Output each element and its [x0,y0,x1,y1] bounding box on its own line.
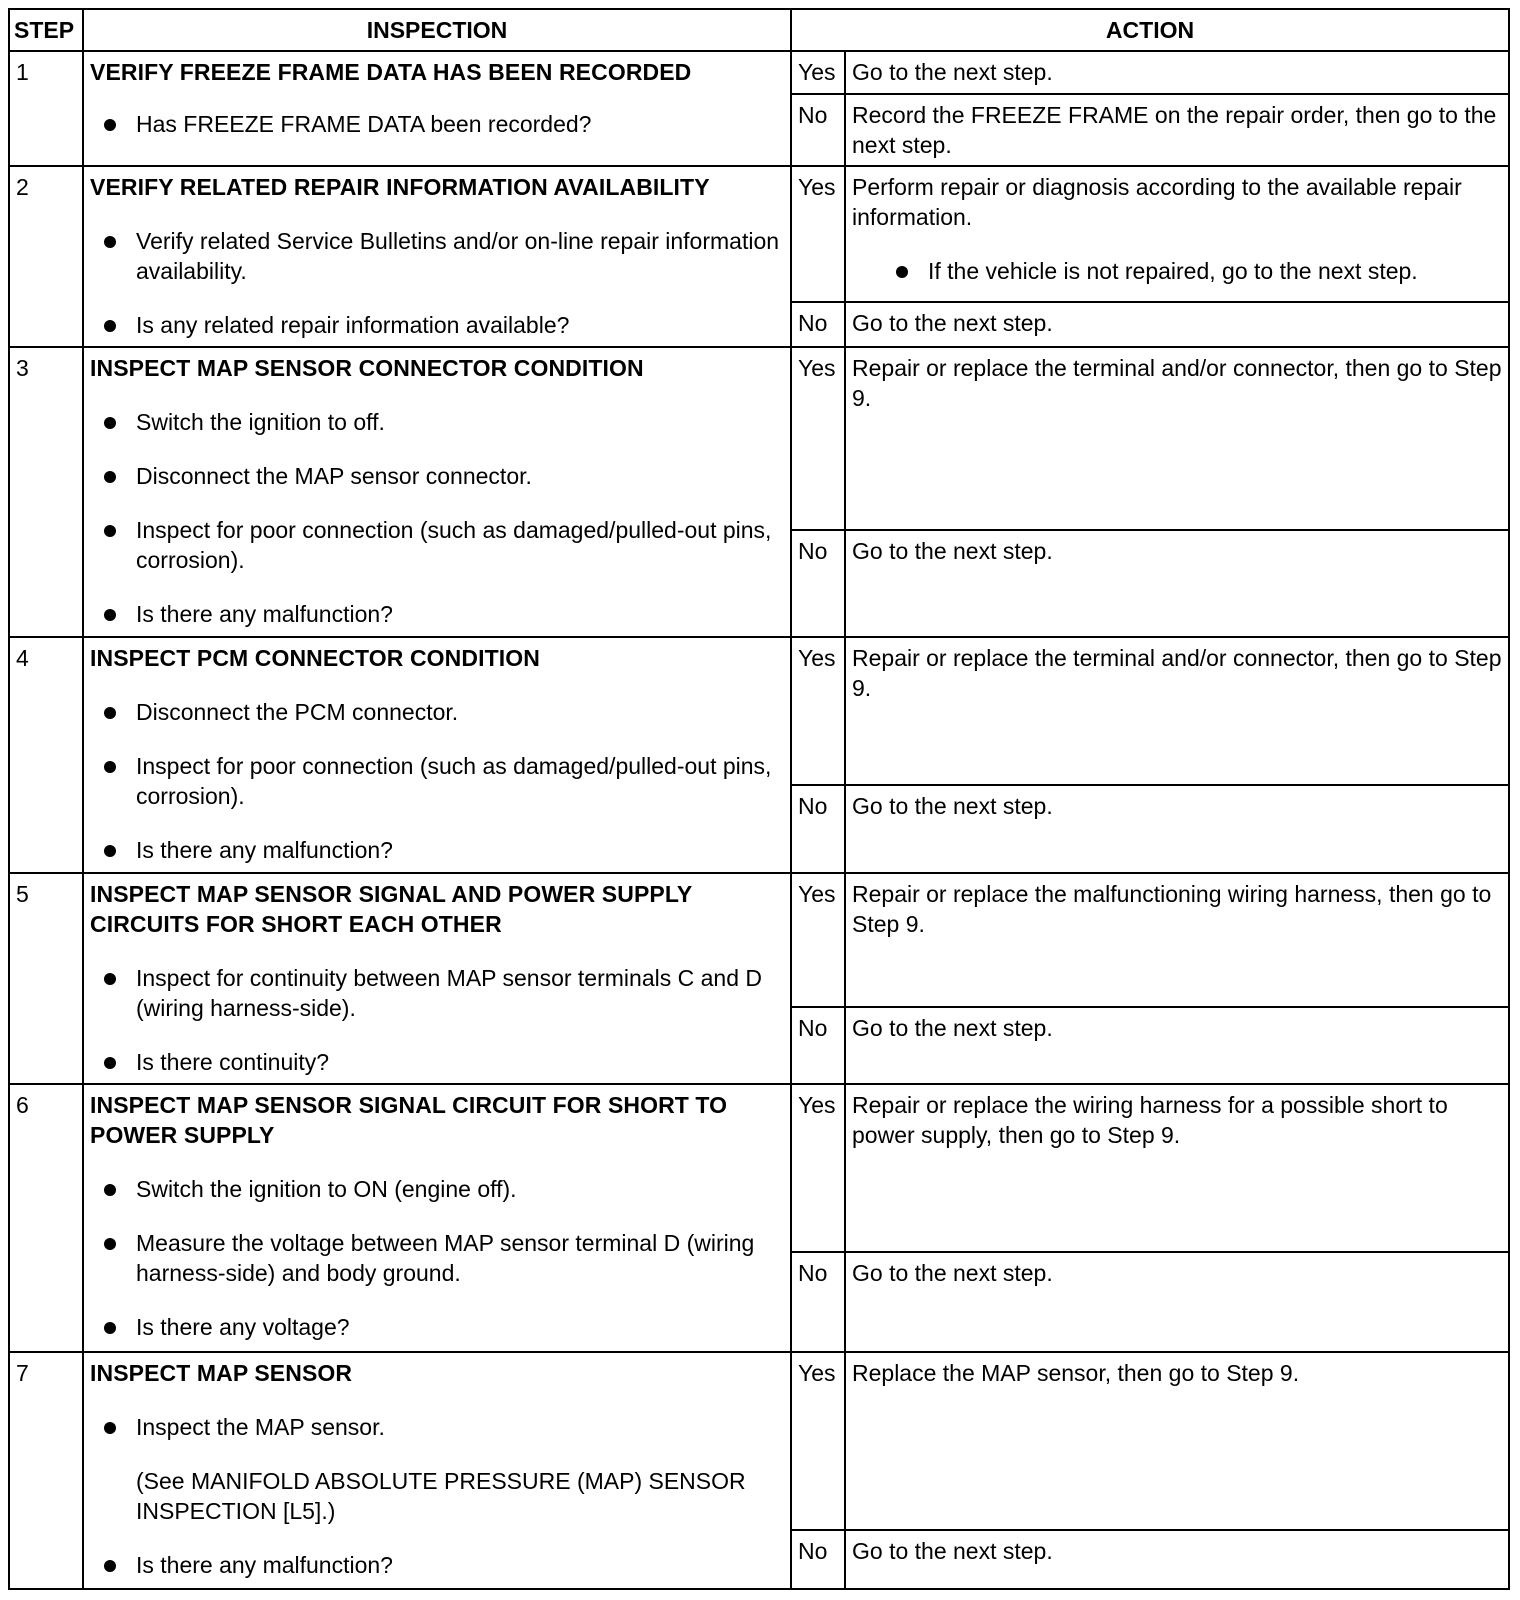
step-5-bullet-1: Inspect for continuity between MAP sensor terminals C and D (wiring harness-side). [136,963,784,1023]
step-2-no-label: No [791,302,845,347]
step-3-inspection [83,347,791,637]
header-row [9,9,1509,51]
step-6-bullet-1: Switch the ignition to ON (engine off). [136,1174,784,1204]
step-4-bullet-3: Is there any malfunction? [136,835,784,865]
step-3-bullet-1: Switch the ignition to off. [136,407,784,437]
step-7-reference-note: (See MANIFOLD ABSOLUTE PRESSURE (MAP) SENSOR INSPECTION [L5].) [136,1468,746,1525]
step-6-yes-action: Repair or replace the wiring harness for a possible short to power supply, then go to Step 9. [845,1084,1509,1252]
step-1-bullet-1: Has FREEZE FRAME DATA been recorded? [136,109,784,139]
step-4-no-label: No [791,785,845,872]
header-action: ACTION [791,9,1509,51]
step-5-yes-row [9,873,1509,1007]
step-6-number: 6 [9,1084,83,1352]
step-2-yes-cell [845,166,1509,303]
step-1-no-action: Record the FREEZE FRAME on the repair order, then go to the next step. [845,94,1509,166]
step-7-inspection [83,1352,791,1589]
step-1-number: 1 [9,51,83,165]
step-4-no-action: Go to the next step. [845,785,1509,872]
step-4-title: INSPECT PCM CONNECTOR CONDITION [90,645,540,672]
step-6-inspection [83,1084,791,1352]
step-5-inspection [83,873,791,1084]
step-6-bullet-3: Is there any voltage? [136,1312,784,1342]
step-1-yes-action: Go to the next step. [845,51,1509,93]
step-5-number: 5 [9,873,83,1084]
step-4-yes-label: Yes [791,637,845,785]
step-6-yes-label: Yes [791,1084,845,1252]
step-4-yes-action: Repair or replace the terminal and/or connector, then go to Step 9. [845,637,1509,785]
step-2-number: 2 [9,166,83,347]
step-5-yes-label: Yes [791,873,845,1007]
step-4-bullet-2: Inspect for poor connection (such as damaged/pulled-out pins, corrosion). [136,751,784,811]
step-4-number: 4 [9,637,83,873]
step-3-no-action: Go to the next step. [845,530,1509,637]
step-3-yes-label: Yes [791,347,845,530]
step-3-bullet-3: Inspect for poor connection (such as damaged/pulled-out pins, corrosion). [136,515,784,575]
step-2-no-action: Go to the next step. [845,302,1509,347]
step-1-yes-row [9,51,1509,93]
step-7-bullet-1: Inspect the MAP sensor. [136,1412,784,1442]
step-3-number: 3 [9,347,83,637]
step-7-yes-label: Yes [791,1352,845,1530]
step-6-no-action: Go to the next step. [845,1252,1509,1352]
step-6-bullet-2: Measure the voltage between MAP sensor terminal D (wiring harness-side) and body ground. [136,1228,784,1288]
step-7-title: INSPECT MAP SENSOR [90,1360,353,1387]
step-3-yes-row [9,347,1509,530]
step-3-title: INSPECT MAP SENSOR CONNECTOR CONDITION [90,354,644,381]
step-2-bullet-1: Verify related Service Bulletins and/or on-line repair information availability. [136,226,784,286]
step-6-title: INSPECT MAP SENSOR SIGNAL CIRCUIT FOR SHORT TO POWER SUPPLY [90,1092,728,1149]
step-3-no-label: No [791,530,845,637]
step-7-no-label: No [791,1530,845,1589]
step-3-bullet-4: Is there any malfunction? [136,599,784,629]
step-5-no-label: No [791,1007,845,1084]
step-1-inspection [83,51,791,165]
step-7-yes-action: Replace the MAP sensor, then go to Step 9. [845,1352,1509,1530]
step-1-title: VERIFY FREEZE FRAME DATA HAS BEEN RECORDED [90,59,692,86]
step-6-yes-row [9,1084,1509,1252]
step-2-inspection [83,166,791,347]
step-5-title: INSPECT MAP SENSOR SIGNAL AND POWER SUPPLY CIRCUITS FOR SHORT EACH OTHER [90,880,692,937]
step-3-yes-action: Repair or replace the terminal and/or connector, then go to Step 9. [845,347,1509,530]
step-2-yes-label: Yes [791,166,845,303]
step-6-no-label: No [791,1252,845,1352]
diagnostic-table [8,8,1510,1590]
header-step: STEP [9,9,83,51]
step-7-number: 7 [9,1352,83,1589]
step-1-no-label: No [791,94,845,166]
step-7-yes-row [9,1352,1509,1530]
step-5-yes-action: Repair or replace the malfunctioning wiring harness, then go to Step 9. [845,873,1509,1007]
step-2-yes-action: Perform repair or diagnosis according to the available repair information. [852,173,1462,230]
step-4-bullet-1: Disconnect the PCM connector. [136,697,784,727]
step-1-yes-label: Yes [791,51,845,93]
step-4-inspection [83,637,791,873]
step-2-bullet-2: Is any related repair information available? [136,310,784,340]
step-5-bullet-2: Is there continuity? [136,1047,784,1077]
header-inspection: INSPECTION [83,9,791,51]
step-2-yes-subbullet: If the vehicle is not repaired, go to the next step. [928,256,1502,286]
step-3-bullet-2: Disconnect the MAP sensor connector. [136,461,784,491]
step-7-no-action: Go to the next step. [845,1530,1509,1589]
step-7-bullet-2: Is there any malfunction? [136,1550,784,1580]
step-5-no-action: Go to the next step. [845,1007,1509,1084]
step-2-yes-row [9,166,1509,303]
step-2-title: VERIFY RELATED REPAIR INFORMATION AVAILABILITY [90,173,710,200]
step-4-yes-row [9,637,1509,785]
